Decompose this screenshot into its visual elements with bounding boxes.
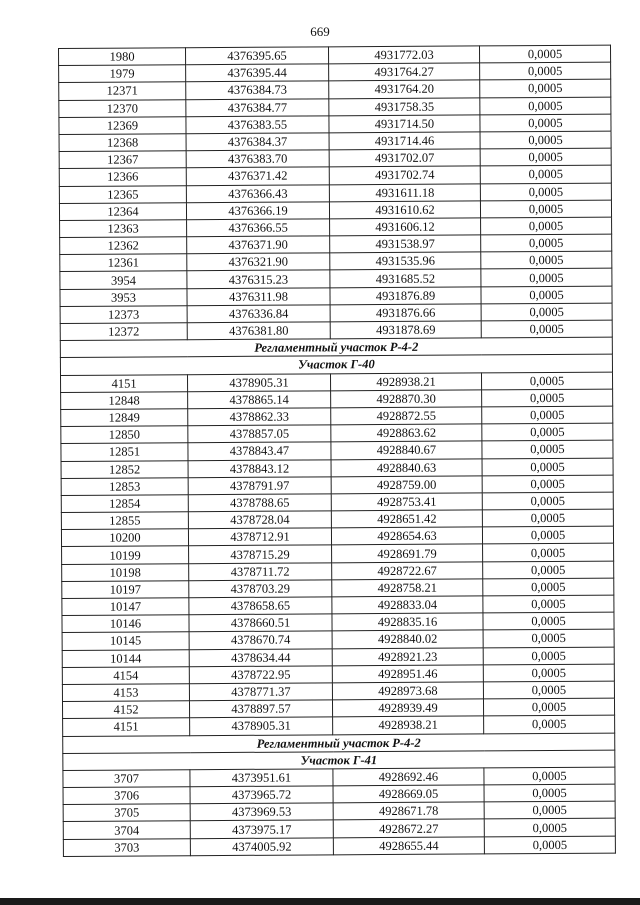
tolerance-cell: 0,0005: [482, 475, 613, 493]
tolerance-cell: 0,0005: [482, 423, 613, 441]
tolerance-cell: 0,0005: [484, 767, 615, 785]
x-coordinate-cell: 4378897.57: [189, 700, 332, 718]
y-coordinate-cell: 4928722.67: [332, 562, 483, 580]
tolerance-cell: 0,0005: [482, 406, 613, 424]
tolerance-cell: 0,0005: [482, 440, 613, 458]
y-coordinate-cell: 4928669.05: [333, 785, 484, 803]
tolerance-cell: 0,0005: [483, 544, 614, 562]
tolerance-cell: 0,0005: [480, 62, 611, 80]
x-coordinate-cell: 4376384.77: [186, 98, 329, 116]
x-coordinate-cell: 4378712.91: [188, 528, 331, 546]
y-coordinate-cell: 4928840.63: [331, 458, 482, 476]
point-number-cell: 12371: [59, 82, 186, 100]
y-coordinate-cell: 4928870.30: [331, 390, 482, 408]
tolerance-cell: 0,0005: [482, 526, 613, 544]
y-coordinate-cell: 4931764.27: [329, 63, 480, 81]
tolerance-cell: 0,0005: [483, 612, 614, 630]
point-number-cell: 1979: [59, 65, 186, 83]
x-coordinate-cell: 4376395.65: [186, 47, 329, 65]
y-coordinate-cell: 4931772.03: [328, 46, 479, 64]
tolerance-cell: 0,0005: [482, 509, 613, 527]
x-coordinate-cell: 4376336.84: [187, 305, 330, 323]
y-coordinate-cell: 4928691.79: [332, 544, 483, 562]
x-coordinate-cell: 4378658.65: [189, 597, 332, 615]
tolerance-cell: 0,0005: [480, 148, 611, 166]
y-coordinate-cell: 4931758.35: [329, 97, 480, 115]
tolerance-cell: 0,0005: [481, 269, 612, 287]
point-number-cell: 4152: [62, 701, 189, 719]
y-coordinate-cell: 4928863.62: [331, 424, 482, 442]
point-number-cell: 12362: [60, 237, 187, 255]
point-number-cell: 12365: [59, 185, 186, 203]
point-number-cell: 10198: [62, 563, 189, 581]
x-coordinate-cell: 4378715.29: [189, 545, 332, 563]
tolerance-cell: 0,0005: [481, 303, 612, 321]
point-number-cell: 3706: [63, 787, 190, 805]
y-coordinate-cell: 4931764.20: [329, 80, 480, 98]
coordinates-table: [58, 45, 616, 857]
x-coordinate-cell: 4376321.90: [187, 253, 330, 271]
x-coordinate-cell: 4376384.37: [186, 133, 329, 151]
tolerance-cell: 0,0005: [480, 183, 611, 201]
tolerance-cell: 0,0005: [484, 784, 615, 802]
tolerance-cell: 0,0005: [481, 372, 612, 390]
y-coordinate-cell: 4928651.42: [331, 510, 482, 528]
y-coordinate-cell: 4931702.07: [329, 149, 480, 167]
section-title: Участок Г-41: [63, 750, 615, 771]
point-number-cell: 12370: [59, 99, 186, 117]
section-title: Участок Г-40: [60, 354, 612, 375]
point-number-cell: 12369: [59, 116, 186, 134]
y-coordinate-cell: 4931702.74: [329, 166, 480, 184]
tolerance-cell: 0,0005: [483, 681, 614, 699]
tolerance-cell: 0,0005: [480, 97, 611, 115]
tolerance-cell: 0,0005: [483, 629, 614, 647]
tolerance-cell: 0,0005: [484, 715, 615, 733]
y-coordinate-cell: 4928840.02: [332, 630, 483, 648]
y-coordinate-cell: 4928655.44: [333, 837, 484, 855]
y-coordinate-cell: 4928939.49: [332, 699, 483, 717]
x-coordinate-cell: 4376366.43: [186, 184, 329, 202]
y-coordinate-cell: 4931714.50: [329, 115, 480, 133]
tolerance-cell: 0,0005: [479, 45, 610, 63]
y-coordinate-cell: 4931714.46: [329, 132, 480, 150]
y-coordinate-cell: 4928921.23: [332, 647, 483, 665]
x-coordinate-cell: 4378722.95: [189, 666, 332, 684]
y-coordinate-cell: 4928840.67: [331, 441, 482, 459]
x-coordinate-cell: 4378771.37: [189, 683, 332, 701]
tolerance-cell: 0,0005: [482, 492, 613, 510]
x-coordinate-cell: 4378862.33: [188, 408, 331, 426]
coordinates-table-body: [59, 45, 616, 856]
y-coordinate-cell: 4928835.16: [332, 613, 483, 631]
x-coordinate-cell: 4376311.98: [187, 287, 330, 305]
y-coordinate-cell: 4928759.00: [331, 476, 482, 494]
y-coordinate-cell: 4928973.68: [332, 682, 483, 700]
point-number-cell: 4153: [62, 684, 189, 702]
point-number-cell: 12849: [61, 409, 188, 427]
tolerance-cell: 0,0005: [482, 389, 613, 407]
x-coordinate-cell: 4376315.23: [187, 270, 330, 288]
point-number-cell: 10144: [62, 649, 189, 667]
point-number-cell: 10145: [62, 632, 189, 650]
tolerance-cell: 0,0005: [481, 320, 612, 338]
y-coordinate-cell: 4931535.96: [330, 252, 481, 270]
x-coordinate-cell: 4376371.90: [187, 236, 330, 254]
x-coordinate-cell: 4378788.65: [188, 494, 331, 512]
y-coordinate-cell: 4928672.27: [333, 819, 484, 837]
tolerance-cell: 0,0005: [484, 819, 615, 837]
x-coordinate-cell: 4373975.17: [190, 820, 333, 838]
y-coordinate-cell: 4931538.97: [330, 235, 481, 253]
point-number-cell: 12373: [60, 306, 187, 324]
point-number-cell: 12363: [60, 220, 187, 238]
x-coordinate-cell: 4378670.74: [189, 631, 332, 649]
tolerance-cell: 0,0005: [484, 836, 615, 854]
y-coordinate-cell: 4928692.46: [333, 768, 484, 786]
coordinates-table-sheet: [58, 45, 613, 857]
x-coordinate-cell: 4373965.72: [190, 786, 333, 804]
tolerance-cell: 0,0005: [480, 131, 611, 149]
y-coordinate-cell: 4931878.69: [330, 321, 481, 339]
section-title: Регламентный участок Р-4-2: [63, 733, 615, 754]
y-coordinate-cell: 4928654.63: [331, 527, 482, 545]
x-coordinate-cell: 4378905.31: [190, 717, 333, 735]
y-coordinate-cell: 4931611.18: [329, 183, 480, 201]
scan-edge-bar: [0, 898, 640, 905]
tolerance-cell: 0,0005: [484, 801, 615, 819]
y-coordinate-cell: 4928951.46: [332, 665, 483, 683]
point-number-cell: 12850: [61, 426, 188, 444]
page-number: 669: [310, 24, 330, 39]
y-coordinate-cell: 4931876.89: [330, 287, 481, 305]
x-coordinate-cell: 4378905.31: [187, 373, 330, 391]
x-coordinate-cell: 4378791.97: [188, 477, 331, 495]
table-row: [63, 836, 615, 857]
y-coordinate-cell: 4928938.21: [330, 372, 481, 390]
y-coordinate-cell: 4928872.55: [331, 407, 482, 425]
point-number-cell: 4151: [60, 374, 187, 392]
x-coordinate-cell: 4378728.04: [188, 511, 331, 529]
tolerance-cell: 0,0005: [483, 647, 614, 665]
point-number-cell: 3703: [63, 838, 190, 856]
x-coordinate-cell: 4376383.55: [186, 116, 329, 134]
point-number-cell: 12851: [61, 443, 188, 461]
x-coordinate-cell: 4376366.55: [187, 219, 330, 237]
point-number-cell: 12361: [60, 254, 187, 272]
x-coordinate-cell: 4376395.44: [186, 64, 329, 82]
x-coordinate-cell: 4378843.47: [188, 442, 331, 460]
tolerance-cell: 0,0005: [481, 286, 612, 304]
point-number-cell: 12372: [60, 323, 187, 341]
point-number-cell: 3707: [63, 770, 190, 788]
x-coordinate-cell: 4378865.14: [188, 391, 331, 409]
y-coordinate-cell: 4928833.04: [332, 596, 483, 614]
point-number-cell: 10199: [62, 546, 189, 564]
x-coordinate-cell: 4374005.92: [190, 837, 333, 855]
point-number-cell: 12367: [59, 151, 186, 169]
point-number-cell: 12853: [61, 477, 188, 495]
y-coordinate-cell: 4928753.41: [331, 493, 482, 511]
tolerance-cell: 0,0005: [480, 114, 611, 132]
point-number-cell: 12364: [59, 202, 186, 220]
x-coordinate-cell: 4378634.44: [189, 648, 332, 666]
point-number-cell: 12366: [59, 168, 186, 186]
point-number-cell: 3954: [60, 271, 187, 289]
x-coordinate-cell: 4378843.12: [188, 459, 331, 477]
tolerance-cell: 0,0005: [480, 200, 611, 218]
point-number-cell: 10147: [62, 598, 189, 616]
y-coordinate-cell: 4931610.62: [329, 201, 480, 219]
tolerance-cell: 0,0005: [483, 664, 614, 682]
x-coordinate-cell: 4376366.19: [186, 202, 329, 220]
x-coordinate-cell: 4378703.29: [189, 580, 332, 598]
point-number-cell: 1980: [59, 48, 186, 66]
x-coordinate-cell: 4376371.42: [186, 167, 329, 185]
point-number-cell: 12852: [61, 460, 188, 478]
y-coordinate-cell: 4928758.21: [332, 579, 483, 597]
point-number-cell: 3704: [63, 821, 190, 839]
tolerance-cell: 0,0005: [481, 217, 612, 235]
point-number-cell: 10200: [61, 529, 188, 547]
point-number-cell: 3705: [63, 804, 190, 822]
x-coordinate-cell: 4376384.73: [186, 81, 329, 99]
point-number-cell: 3953: [60, 288, 187, 306]
tolerance-cell: 0,0005: [481, 234, 612, 252]
tolerance-cell: 0,0005: [483, 595, 614, 613]
section-title: Регламентный участок Р-4-2: [60, 337, 612, 358]
point-number-cell: 12855: [61, 512, 188, 530]
point-number-cell: 12848: [61, 391, 188, 409]
x-coordinate-cell: 4373951.61: [190, 769, 333, 787]
tolerance-cell: 0,0005: [482, 458, 613, 476]
x-coordinate-cell: 4378660.51: [189, 614, 332, 632]
tolerance-cell: 0,0005: [480, 79, 611, 97]
x-coordinate-cell: 4378711.72: [189, 562, 332, 580]
y-coordinate-cell: 4928671.78: [333, 802, 484, 820]
tolerance-cell: 0,0005: [480, 165, 611, 183]
point-number-cell: 12854: [61, 495, 188, 513]
point-number-cell: 10197: [62, 581, 189, 599]
y-coordinate-cell: 4931606.12: [330, 218, 481, 236]
point-number-cell: 4151: [63, 718, 190, 736]
tolerance-cell: 0,0005: [483, 698, 614, 716]
tolerance-cell: 0,0005: [483, 561, 614, 579]
x-coordinate-cell: 4376381.80: [187, 322, 330, 340]
tolerance-cell: 0,0005: [481, 251, 612, 269]
point-number-cell: 10146: [62, 615, 189, 633]
point-number-cell: 4154: [62, 666, 189, 684]
y-coordinate-cell: 4928938.21: [333, 716, 484, 734]
x-coordinate-cell: 4378857.05: [188, 425, 331, 443]
y-coordinate-cell: 4931685.52: [330, 269, 481, 287]
point-number-cell: 12368: [59, 134, 186, 152]
y-coordinate-cell: 4931876.66: [330, 304, 481, 322]
tolerance-cell: 0,0005: [483, 578, 614, 596]
x-coordinate-cell: 4376383.70: [186, 150, 329, 168]
x-coordinate-cell: 4373969.53: [190, 803, 333, 821]
